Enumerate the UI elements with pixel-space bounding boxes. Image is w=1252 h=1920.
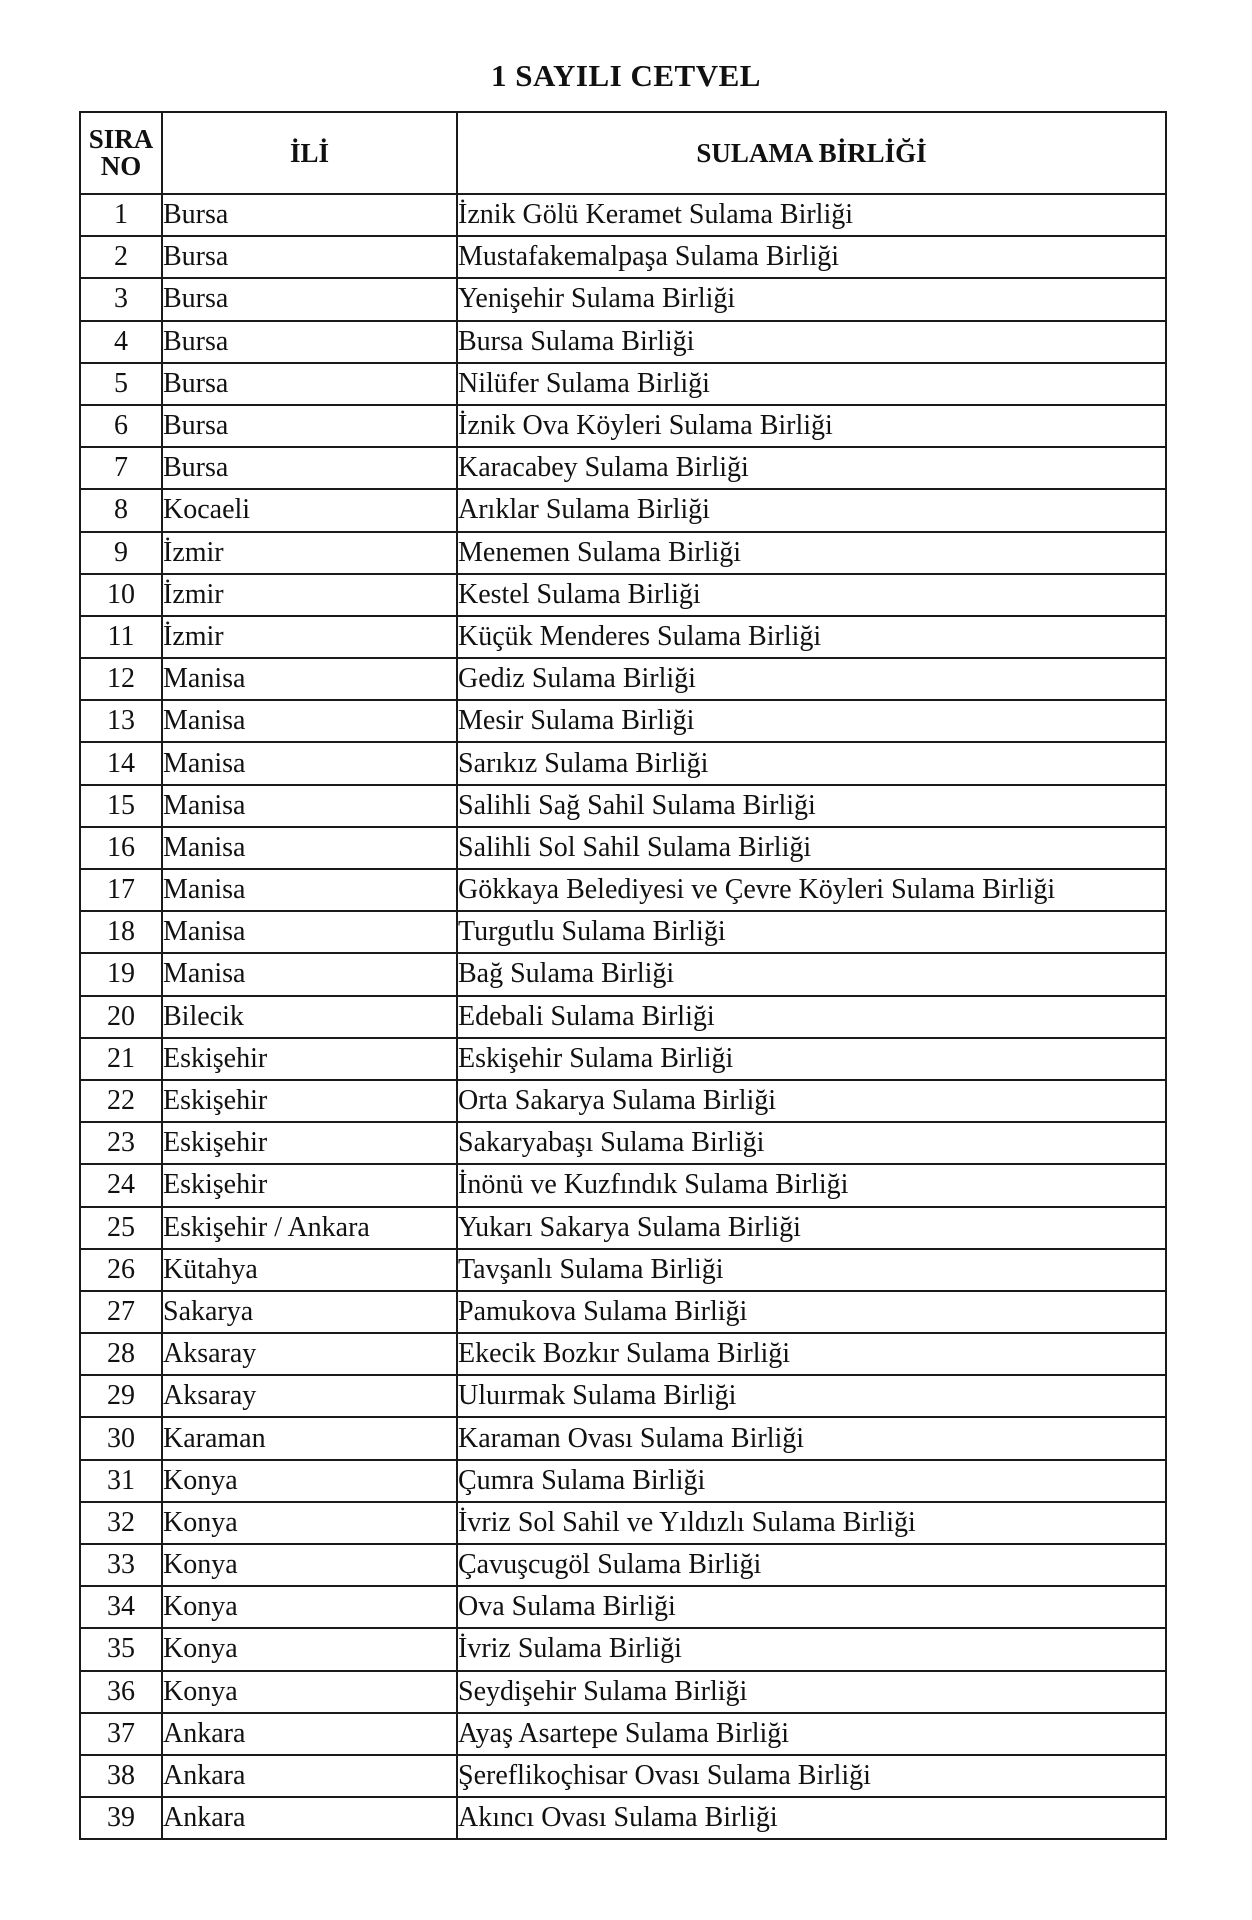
row-union-name-cell: Kestel Sulama Birliği xyxy=(457,574,1166,616)
row-union-name-cell: İznik Ova Köyleri Sulama Birliği xyxy=(457,405,1166,447)
row-province-cell: Manisa xyxy=(162,658,457,700)
row-union-name-cell: Küçük Menderes Sulama Birliği xyxy=(457,616,1166,658)
row-province-cell: Bursa xyxy=(162,194,457,236)
row-province-cell: İzmir xyxy=(162,616,457,658)
row-number-cell: 3 xyxy=(80,278,162,320)
row-province-cell: Bursa xyxy=(162,321,457,363)
row-union-name-cell: Nilüfer Sulama Birliği xyxy=(457,363,1166,405)
row-province-cell: Bursa xyxy=(162,405,457,447)
row-province-cell: Eskişehir xyxy=(162,1038,457,1080)
row-province-cell: Konya xyxy=(162,1586,457,1628)
table-row xyxy=(80,1122,1166,1164)
table-row xyxy=(80,1628,1166,1670)
table-row xyxy=(80,1207,1166,1249)
table-row xyxy=(80,616,1166,658)
row-number-cell: 13 xyxy=(80,700,162,742)
row-union-name-cell: Yukarı Sakarya Sulama Birliği xyxy=(457,1207,1166,1249)
row-number-cell: 37 xyxy=(80,1713,162,1755)
row-union-name-cell: Mustafakemalpaşa Sulama Birliği xyxy=(457,236,1166,278)
row-number-cell: 16 xyxy=(80,827,162,869)
row-union-name-cell: Turgutlu Sulama Birliği xyxy=(457,911,1166,953)
table-row xyxy=(80,405,1166,447)
row-number-cell: 33 xyxy=(80,1544,162,1586)
row-number-cell: 9 xyxy=(80,532,162,574)
table-row xyxy=(80,447,1166,489)
row-number-cell: 2 xyxy=(80,236,162,278)
row-number-cell: 1 xyxy=(80,194,162,236)
row-number-cell: 39 xyxy=(80,1797,162,1839)
row-province-cell: Konya xyxy=(162,1628,457,1670)
row-number-cell: 19 xyxy=(80,953,162,995)
row-union-name-cell: Şereflikoçhisar Ovası Sulama Birliği xyxy=(457,1755,1166,1797)
page-title: 1 SAYILI CETVEL xyxy=(491,58,761,93)
row-number-cell: 11 xyxy=(80,616,162,658)
header-sira-label: SIRA xyxy=(88,124,154,154)
table-row xyxy=(80,574,1166,616)
table-row xyxy=(80,785,1166,827)
row-union-name-cell: Çumra Sulama Birliği xyxy=(457,1460,1166,1502)
table-row xyxy=(80,1460,1166,1502)
row-number-cell: 18 xyxy=(80,911,162,953)
row-number-cell: 6 xyxy=(80,405,162,447)
row-union-name-cell: Seydişehir Sulama Birliği xyxy=(457,1671,1166,1713)
row-province-cell: Bilecik xyxy=(162,996,457,1038)
row-province-cell: İzmir xyxy=(162,574,457,616)
row-union-name-cell: Edebali Sulama Birliği xyxy=(457,996,1166,1038)
header-ili: İLİ xyxy=(162,112,457,194)
table-row xyxy=(80,1755,1166,1797)
table-row xyxy=(80,194,1166,236)
row-union-name-cell: Bursa Sulama Birliği xyxy=(457,321,1166,363)
row-union-name-cell: Salihli Sol Sahil Sulama Birliği xyxy=(457,827,1166,869)
table-row xyxy=(80,1164,1166,1206)
row-number-cell: 26 xyxy=(80,1249,162,1291)
row-province-cell: Karaman xyxy=(162,1417,457,1459)
row-province-cell: Sakarya xyxy=(162,1291,457,1333)
row-number-cell: 23 xyxy=(80,1122,162,1164)
table-row xyxy=(80,1417,1166,1459)
row-number-cell: 31 xyxy=(80,1460,162,1502)
row-province-cell: Manisa xyxy=(162,911,457,953)
row-province-cell: Manisa xyxy=(162,700,457,742)
table-row xyxy=(80,1249,1166,1291)
row-number-cell: 17 xyxy=(80,869,162,911)
row-province-cell: Ankara xyxy=(162,1755,457,1797)
row-province-cell: Eskişehir / Ankara xyxy=(162,1207,457,1249)
row-province-cell: Bursa xyxy=(162,278,457,320)
row-number-cell: 14 xyxy=(80,742,162,784)
table-row xyxy=(80,658,1166,700)
row-province-cell: Konya xyxy=(162,1544,457,1586)
row-number-cell: 21 xyxy=(80,1038,162,1080)
row-number-cell: 25 xyxy=(80,1207,162,1249)
table-row xyxy=(80,869,1166,911)
table-row xyxy=(80,911,1166,953)
row-union-name-cell: Eskişehir Sulama Birliği xyxy=(457,1038,1166,1080)
row-province-cell: Eskişehir xyxy=(162,1080,457,1122)
row-union-name-cell: Pamukova Sulama Birliği xyxy=(457,1291,1166,1333)
row-number-cell: 28 xyxy=(80,1333,162,1375)
row-number-cell: 5 xyxy=(80,363,162,405)
row-number-cell: 24 xyxy=(80,1164,162,1206)
table-row xyxy=(80,236,1166,278)
row-union-name-cell: Gökkaya Belediyesi ve Çevre Köyleri Sulama Birliği xyxy=(457,869,1166,911)
row-province-cell: Kocaeli xyxy=(162,489,457,531)
table-row xyxy=(80,742,1166,784)
table-row xyxy=(80,1544,1166,1586)
table-row xyxy=(80,1797,1166,1839)
row-union-name-cell: Tavşanlı Sulama Birliği xyxy=(457,1249,1166,1291)
table-row xyxy=(80,532,1166,574)
row-province-cell: Eskişehir xyxy=(162,1122,457,1164)
row-number-cell: 4 xyxy=(80,321,162,363)
row-union-name-cell: Uluırmak Sulama Birliği xyxy=(457,1375,1166,1417)
row-union-name-cell: Arıklar Sulama Birliği xyxy=(457,489,1166,531)
row-province-cell: Bursa xyxy=(162,363,457,405)
table-row xyxy=(80,278,1166,320)
row-union-name-cell: Orta Sakarya Sulama Birliği xyxy=(457,1080,1166,1122)
table-row xyxy=(80,700,1166,742)
row-number-cell: 20 xyxy=(80,996,162,1038)
table-header-row xyxy=(80,112,1166,194)
table-row xyxy=(80,1502,1166,1544)
row-union-name-cell: Yenişehir Sulama Birliği xyxy=(457,278,1166,320)
table-row xyxy=(80,1586,1166,1628)
table-row xyxy=(80,1713,1166,1755)
header-sulama-birligi: SULAMA BİRLİĞİ xyxy=(457,112,1166,194)
row-union-name-cell: Ekecik Bozkır Sulama Birliği xyxy=(457,1333,1166,1375)
row-province-cell: Manisa xyxy=(162,953,457,995)
row-union-name-cell: İvriz Sol Sahil ve Yıldızlı Sulama Birliği xyxy=(457,1502,1166,1544)
table-row xyxy=(80,1080,1166,1122)
row-province-cell: Kütahya xyxy=(162,1249,457,1291)
row-province-cell: İzmir xyxy=(162,532,457,574)
row-union-name-cell: Menemen Sulama Birliği xyxy=(457,532,1166,574)
row-province-cell: Ankara xyxy=(162,1797,457,1839)
row-union-name-cell: Çavuşcugöl Sulama Birliği xyxy=(457,1544,1166,1586)
table-row xyxy=(80,489,1166,531)
table-row xyxy=(80,363,1166,405)
row-province-cell: Aksaray xyxy=(162,1333,457,1375)
row-province-cell: Manisa xyxy=(162,742,457,784)
row-union-name-cell: İznik Gölü Keramet Sulama Birliği xyxy=(457,194,1166,236)
row-province-cell: Bursa xyxy=(162,236,457,278)
table-row xyxy=(80,827,1166,869)
row-number-cell: 30 xyxy=(80,1417,162,1459)
row-number-cell: 29 xyxy=(80,1375,162,1417)
row-number-cell: 8 xyxy=(80,489,162,531)
table-row xyxy=(80,1333,1166,1375)
row-union-name-cell: Karacabey Sulama Birliği xyxy=(457,447,1166,489)
row-province-cell: Konya xyxy=(162,1671,457,1713)
row-union-name-cell: Sakaryabaşı Sulama Birliği xyxy=(457,1122,1166,1164)
table-row xyxy=(80,1375,1166,1417)
row-union-name-cell: Ova Sulama Birliği xyxy=(457,1586,1166,1628)
row-union-name-cell: Salihli Sağ Sahil Sulama Birliği xyxy=(457,785,1166,827)
row-province-cell: Manisa xyxy=(162,827,457,869)
row-union-name-cell: Bağ Sulama Birliği xyxy=(457,953,1166,995)
row-province-cell: Konya xyxy=(162,1502,457,1544)
table-body xyxy=(80,194,1166,1839)
row-province-cell: Manisa xyxy=(162,785,457,827)
table-row xyxy=(80,996,1166,1038)
row-number-cell: 32 xyxy=(80,1502,162,1544)
row-union-name-cell: Sarıkız Sulama Birliği xyxy=(457,742,1166,784)
row-province-cell: Ankara xyxy=(162,1713,457,1755)
row-number-cell: 15 xyxy=(80,785,162,827)
irrigation-unions-table xyxy=(79,111,1167,1840)
row-union-name-cell: İnönü ve Kuzfındık Sulama Birliği xyxy=(457,1164,1166,1206)
table-row xyxy=(80,321,1166,363)
row-number-cell: 22 xyxy=(80,1080,162,1122)
row-number-cell: 12 xyxy=(80,658,162,700)
row-union-name-cell: Gediz Sulama Birliği xyxy=(457,658,1166,700)
header-sira-no xyxy=(80,112,162,194)
row-number-cell: 27 xyxy=(80,1291,162,1333)
row-union-name-cell: İvriz Sulama Birliği xyxy=(457,1628,1166,1670)
row-province-cell: Manisa xyxy=(162,869,457,911)
row-number-cell: 36 xyxy=(80,1671,162,1713)
row-number-cell: 7 xyxy=(80,447,162,489)
table-row xyxy=(80,1291,1166,1333)
row-number-cell: 38 xyxy=(80,1755,162,1797)
row-province-cell: Aksaray xyxy=(162,1375,457,1417)
row-number-cell: 10 xyxy=(80,574,162,616)
table-row xyxy=(80,1038,1166,1080)
header-no-label: NO xyxy=(100,151,142,181)
row-province-cell: Bursa xyxy=(162,447,457,489)
row-union-name-cell: Mesir Sulama Birliği xyxy=(457,700,1166,742)
table-row xyxy=(80,1671,1166,1713)
row-province-cell: Eskişehir xyxy=(162,1164,457,1206)
row-province-cell: Konya xyxy=(162,1460,457,1502)
row-union-name-cell: Karaman Ovası Sulama Birliği xyxy=(457,1417,1166,1459)
row-union-name-cell: Akıncı Ovası Sulama Birliği xyxy=(457,1797,1166,1839)
row-union-name-cell: Ayaş Asartepe Sulama Birliği xyxy=(457,1713,1166,1755)
row-number-cell: 34 xyxy=(80,1586,162,1628)
row-number-cell: 35 xyxy=(80,1628,162,1670)
table-row xyxy=(80,953,1166,995)
